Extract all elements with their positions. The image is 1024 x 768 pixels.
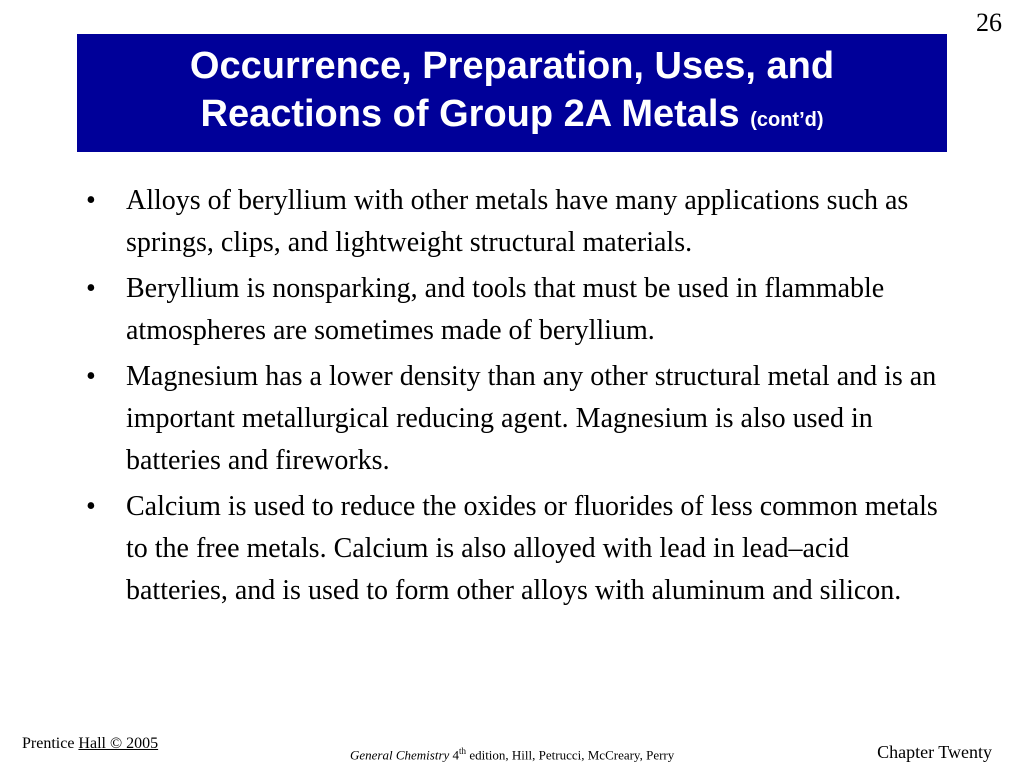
bullet-text: Beryllium is nonsparking, and tools that must be used in flammable atmospheres are sometimes made of beryllium. [126, 273, 885, 346]
bullet-dot-icon: • [86, 185, 96, 216]
title-line-2 [201, 90, 824, 144]
footer-publisher-prefix: Prentice [22, 735, 75, 752]
bullet-text: Alloys of beryllium with other metals have many applications such as springs, clips, and lightweight structural materials. [126, 185, 909, 258]
bullet-dot-icon: • [86, 273, 96, 304]
bullet-item [86, 356, 946, 482]
footer-edition-sup: th [459, 746, 467, 756]
title-line-2-text: Reactions of Group 2A Metals [200, 93, 740, 135]
bullet-item [86, 486, 946, 612]
footer-book-info [350, 746, 674, 763]
slide-number: 26 [976, 8, 1002, 37]
bullet-text: Calcium is used to reduce the oxides or fluorides of less common metals to the free metals. Calcium is also alloyed with lead in lead–acid batteries, and is used to form other alloys with aluminum and silicon. [126, 491, 938, 606]
title-banner [77, 34, 947, 152]
bullet-dot-icon: • [86, 361, 96, 392]
bullet-list [86, 180, 946, 616]
footer-publisher-link[interactable]: Hall © 2005 [78, 735, 159, 752]
footer-chapter: Chapter Twenty [877, 742, 992, 762]
bullet-item [86, 180, 946, 264]
bullet-dot-icon: • [86, 491, 96, 522]
bullet-text: Magnesium has a lower density than any other structural metal and is an important metallurgical reducing agent. Magnesium is also used in batteries and fireworks. [126, 361, 937, 476]
footer-book-title: General Chemistry [350, 747, 450, 763]
footer-publisher [22, 735, 158, 753]
footer-edition-rest: edition, Hill, Petrucci, McCreary, Perry [466, 747, 675, 763]
footer-edition-number: 4 [452, 747, 460, 763]
bullet-item [86, 268, 946, 352]
title-suffix: (cont’d) [750, 109, 824, 131]
title-line-1: Occurrence, Preparation, Uses, and [189, 45, 835, 87]
